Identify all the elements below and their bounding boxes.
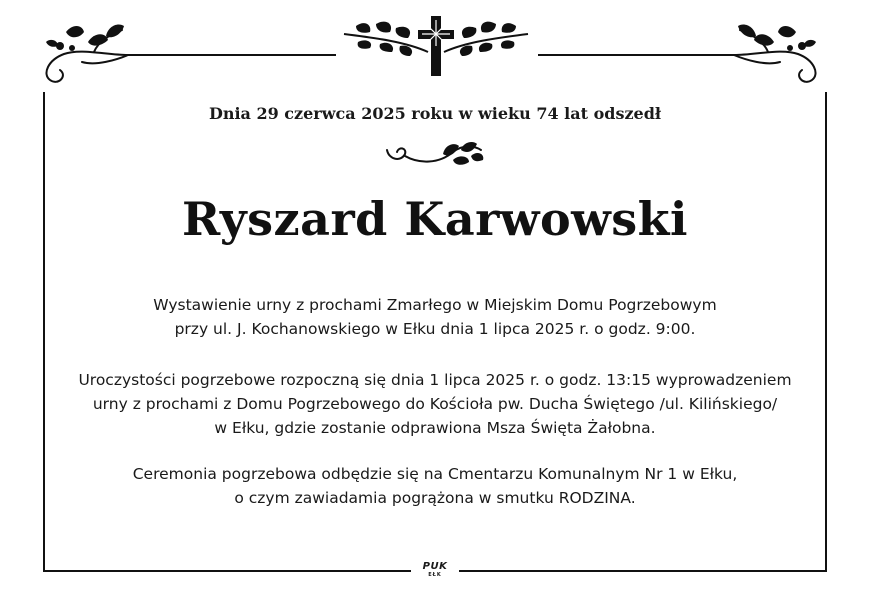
top-border-right (538, 54, 734, 56)
frame-bottom-border-right (459, 570, 827, 572)
death-announcement-intro: Dnia 29 czerwca 2025 roku w wieku 74 lat odszedł (208, 104, 662, 123)
frame-bottom-border-left (43, 570, 411, 572)
viewing-paragraph (40, 293, 830, 341)
paragraph-line: Wystawienie urny z prochami Zmarłego w Miejskim Domu Pogrzebowym (153, 296, 717, 314)
puk-logo (415, 562, 455, 580)
paragraph-line: Uroczystości pogrzebowe rozpoczną się dnia 1 lipca 2025 r. o godz. 13:15 wyprowadzeniem (78, 371, 792, 389)
burial-paragraph (40, 462, 830, 510)
paragraph-line: o czym zawiadamia pogrążona w smutku RODZINA. (234, 489, 636, 507)
top-border-left (128, 54, 336, 56)
paragraph-line: Ceremonia pogrzebowa odbędzie się na Cmentarzu Komunalnym Nr 1 w Ełku, (132, 465, 738, 483)
small-flourish-icon (383, 140, 487, 172)
floral-flourish-left-icon (36, 18, 136, 86)
deceased-name: Ryszard Karwowski (181, 192, 689, 246)
floral-flourish-right-icon (726, 18, 826, 86)
paragraph-line: w Ełku, gdzie zostanie odprawiona Msza Święta Żałobna. (214, 419, 656, 437)
cross-with-laurel-icon (336, 12, 536, 80)
paragraph-line: przy ul. J. Kochanowskiego w Ełku dnia 1 lipca 2025 r. o godz. 9:00. (174, 320, 696, 338)
logo-sub-text: EŁK (428, 572, 442, 578)
ceremony-paragraph (40, 368, 830, 440)
paragraph-line: urny z prochami z Domu Pogrzebowego do Kościoła pw. Ducha Świętego /ul. Kilińskiego/ (92, 395, 778, 413)
logo-main-text: PUK (422, 561, 448, 572)
